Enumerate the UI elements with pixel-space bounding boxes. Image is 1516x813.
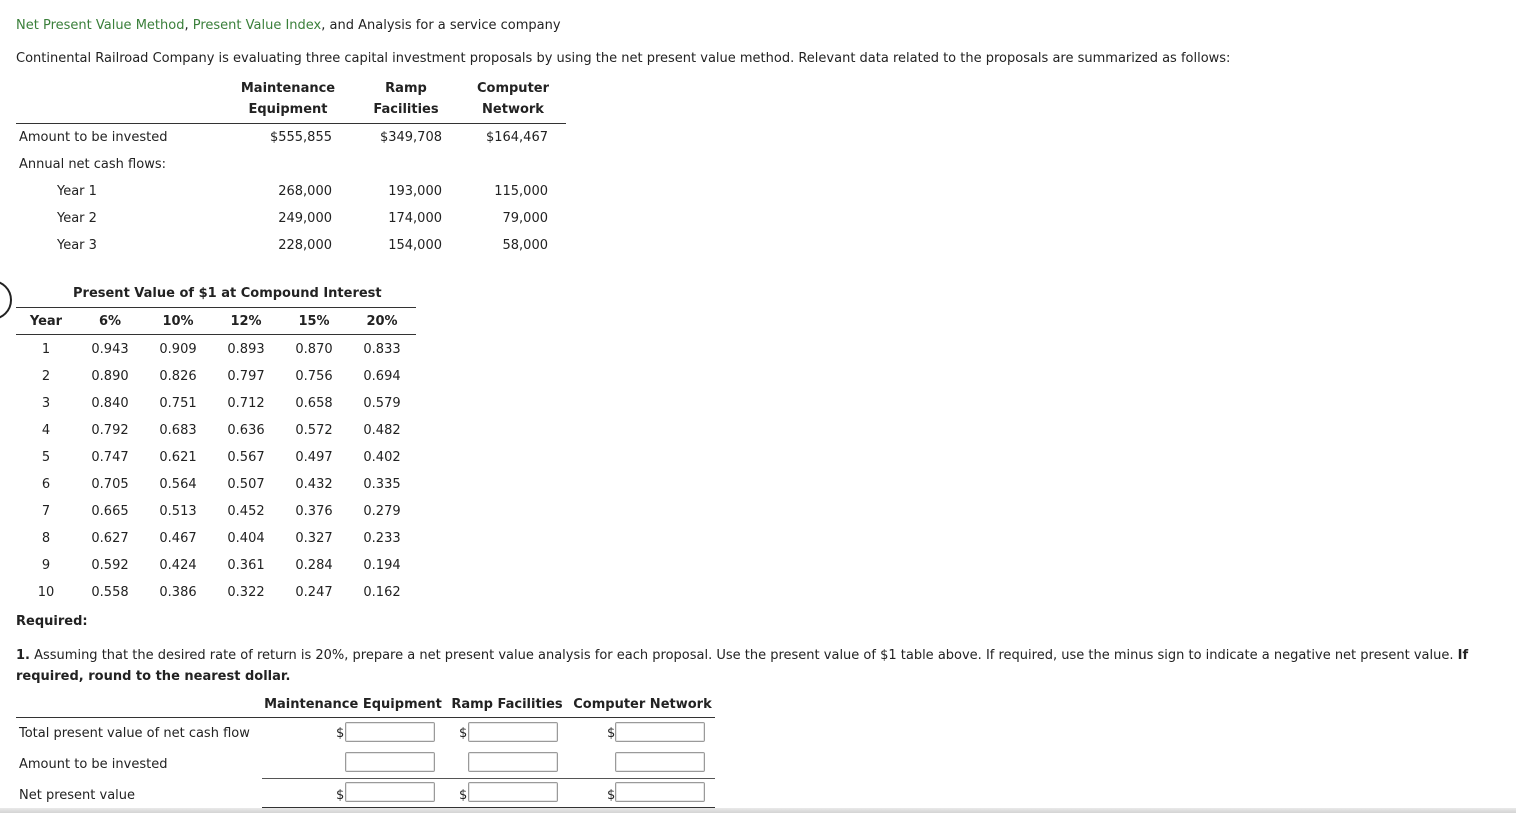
answer-header-rule <box>16 717 715 718</box>
pv-header-rule <box>16 334 416 335</box>
pv-factor-cell: 0.194 <box>363 558 401 573</box>
annual-label: Annual net cash flows: <box>19 157 166 172</box>
pv-factor-cell: 0.705 <box>91 477 129 492</box>
pv-factor-cell: 0.322 <box>227 585 265 600</box>
col-header-line1: Computer <box>476 81 550 96</box>
pv-factor-cell: 0.943 <box>91 342 129 357</box>
pv-factor-cell: 0.627 <box>91 531 129 546</box>
question-rounding-note: If required, round to the nearest dollar. <box>16 648 1469 684</box>
pv-col-header: Year <box>29 314 63 329</box>
pv-col-header: 6% <box>98 314 122 329</box>
pv-factor-cell: 0.327 <box>295 531 333 546</box>
pv-year-cell: 2 <box>41 369 51 384</box>
dollar-sign: $ <box>459 788 468 803</box>
cash-flow-value: 193,000 <box>388 184 442 199</box>
amount-computer: $164,467 <box>485 130 548 145</box>
pv-factor-cell: 0.507 <box>227 477 265 492</box>
pv-factor-cell: 0.497 <box>295 450 333 465</box>
col-header-line2: Facilities <box>373 102 439 117</box>
pv-factor-cell: 0.621 <box>159 450 197 465</box>
pv-factor-cell: 0.572 <box>295 423 333 438</box>
year-label: Year 2 <box>57 211 97 226</box>
total-pv-computer-input[interactable] <box>615 722 705 742</box>
pv-factor-cell: 0.909 <box>159 342 197 357</box>
pv-factor-cell: 0.592 <box>91 558 129 573</box>
pv-factor-cell: 0.870 <box>295 342 333 357</box>
pv-factor-cell: 0.482 <box>363 423 401 438</box>
amount-invested-computer-input[interactable] <box>615 752 705 772</box>
pv-col-header: 15% <box>298 314 330 329</box>
required-instructions <box>16 645 1511 687</box>
row-label-npv: Net present value <box>19 788 136 803</box>
col-header-line2: Equipment <box>248 102 328 117</box>
pv-factor-cell: 0.579 <box>363 396 401 411</box>
pv-factor-cell: 0.747 <box>91 450 129 465</box>
col-header-line1: Maintenance <box>240 81 336 96</box>
pv-factor-cell: 0.284 <box>295 558 333 573</box>
question-number: 1. <box>16 648 30 663</box>
header-rule <box>16 123 566 124</box>
pv-year-cell: 10 <box>37 585 55 600</box>
pv-factor-cell: 0.424 <box>159 558 197 573</box>
pv-factor-cell: 0.890 <box>91 369 129 384</box>
col-header-line1: Ramp <box>385 81 427 96</box>
pv-year-cell: 3 <box>41 396 51 411</box>
intro-text: Continental Railroad Company is evaluating three capital investment proposals by using the net present value method. Relevant data related to the proposals are summarized as follows: <box>16 51 1231 66</box>
page-title <box>16 18 561 33</box>
pv-factor-cell: 0.404 <box>227 531 265 546</box>
answer-col-ramp: Ramp Facilities <box>451 697 563 712</box>
pv-factor-cell: 0.558 <box>91 585 129 600</box>
cash-flow-value: 174,000 <box>388 211 442 226</box>
pv-col-header: 20% <box>366 314 398 329</box>
side-toggle-icon[interactable] <box>0 280 12 320</box>
dollar-sign: $ <box>607 788 616 803</box>
pv-factor-cell: 0.840 <box>91 396 129 411</box>
pv-factor-cell: 0.162 <box>363 585 401 600</box>
viewport-bottom-edge <box>0 808 1516 813</box>
answer-col-maintenance: Maintenance Equipment <box>264 697 442 712</box>
question-text: Assuming that the desired rate of return is 20%, prepare a net present value analysis for each proposal. Use the present value of $1 table above. If required, use the minus sign to indicate a negative net present value. <box>29 648 1458 663</box>
pv-factor-cell: 0.467 <box>159 531 197 546</box>
amount-ramp: $349,708 <box>379 130 442 145</box>
pv-table-title: Present Value of $1 at Compound Interest <box>73 286 382 301</box>
year-label: Year 3 <box>57 238 97 253</box>
pv-year-cell: 8 <box>41 531 51 546</box>
npv-ramp-input[interactable] <box>468 782 558 802</box>
col-header-ramp <box>356 78 456 120</box>
title-separator: , <box>184 18 193 33</box>
pv-year-cell: 7 <box>41 504 51 519</box>
year-label: Year 1 <box>57 184 97 199</box>
row-label-total-pv: Total present value of net cash flow <box>19 726 250 741</box>
pv-factor-cell: 0.712 <box>227 396 265 411</box>
pv-year-cell: 9 <box>41 558 51 573</box>
pv-factor-cell: 0.665 <box>91 504 129 519</box>
pv-factor-cell: 0.335 <box>363 477 401 492</box>
amount-maintenance: $555,855 <box>269 130 332 145</box>
pv-factor-cell: 0.694 <box>363 369 401 384</box>
cash-flow-value: 154,000 <box>388 238 442 253</box>
amount-invested-maintenance-input[interactable] <box>345 752 435 772</box>
npv-computer-input[interactable] <box>615 782 705 802</box>
cash-flow-value: 79,000 <box>502 211 548 226</box>
cash-flow-value: 115,000 <box>494 184 548 199</box>
cash-flow-value: 228,000 <box>278 238 332 253</box>
required-heading: Required: <box>16 614 88 629</box>
cash-flow-value: 249,000 <box>278 211 332 226</box>
pv-factor-cell: 0.233 <box>363 531 401 546</box>
pv-title-rule <box>16 307 416 308</box>
total-pv-ramp-input[interactable] <box>468 722 558 742</box>
pv-factor-cell: 0.658 <box>295 396 333 411</box>
dollar-sign: $ <box>607 726 616 741</box>
npv-maintenance-input[interactable] <box>345 782 435 802</box>
pv-factor-cell: 0.683 <box>159 423 197 438</box>
answer-col-computer: Computer Network <box>573 697 712 712</box>
pv-factor-cell: 0.751 <box>159 396 197 411</box>
col-header-computer <box>463 78 563 120</box>
pv-factor-cell: 0.513 <box>159 504 197 519</box>
pv-factor-cell: 0.833 <box>363 342 401 357</box>
pv-factor-cell: 0.636 <box>227 423 265 438</box>
pv-factor-cell: 0.247 <box>295 585 333 600</box>
pv-year-cell: 4 <box>41 423 51 438</box>
pv-factor-cell: 0.386 <box>159 585 197 600</box>
cash-flow-value: 58,000 <box>502 238 548 253</box>
total-pv-maintenance-input[interactable] <box>345 722 435 742</box>
pv-factor-cell: 0.567 <box>227 450 265 465</box>
pv-factor-cell: 0.564 <box>159 477 197 492</box>
pv-year-cell: 5 <box>41 450 51 465</box>
col-header-line2: Network <box>482 102 544 117</box>
pv-factor-cell: 0.279 <box>363 504 401 519</box>
pv-factor-cell: 0.402 <box>363 450 401 465</box>
row-label-amount-invested: Amount to be invested <box>19 757 168 772</box>
amount-invested-ramp-input[interactable] <box>468 752 558 772</box>
pv-factor-cell: 0.361 <box>227 558 265 573</box>
pv-year-cell: 6 <box>41 477 51 492</box>
dollar-sign: $ <box>336 726 345 741</box>
subtotal-rule <box>262 778 715 779</box>
title-link-pvi[interactable]: Present Value Index <box>192 18 322 33</box>
pv-factor-cell: 0.452 <box>227 504 265 519</box>
col-header-maintenance <box>238 78 338 120</box>
title-tail: , and Analysis for a service company <box>321 18 561 33</box>
dollar-sign: $ <box>336 788 345 803</box>
pv-factor-cell: 0.826 <box>159 369 197 384</box>
pv-factor-cell: 0.756 <box>295 369 333 384</box>
pv-col-header: 12% <box>230 314 262 329</box>
pv-factor-cell: 0.792 <box>91 423 129 438</box>
pv-factor-cell: 0.432 <box>295 477 333 492</box>
dollar-sign: $ <box>459 726 468 741</box>
pv-year-cell: 1 <box>41 342 51 357</box>
pv-factor-cell: 0.893 <box>227 342 265 357</box>
cash-flow-value: 268,000 <box>278 184 332 199</box>
pv-col-header: 10% <box>162 314 194 329</box>
pv-factor-cell: 0.797 <box>227 369 265 384</box>
title-link-npv[interactable]: Net Present Value Method <box>16 18 185 33</box>
amount-label: Amount to be invested <box>19 130 168 145</box>
pv-factor-cell: 0.376 <box>295 504 333 519</box>
